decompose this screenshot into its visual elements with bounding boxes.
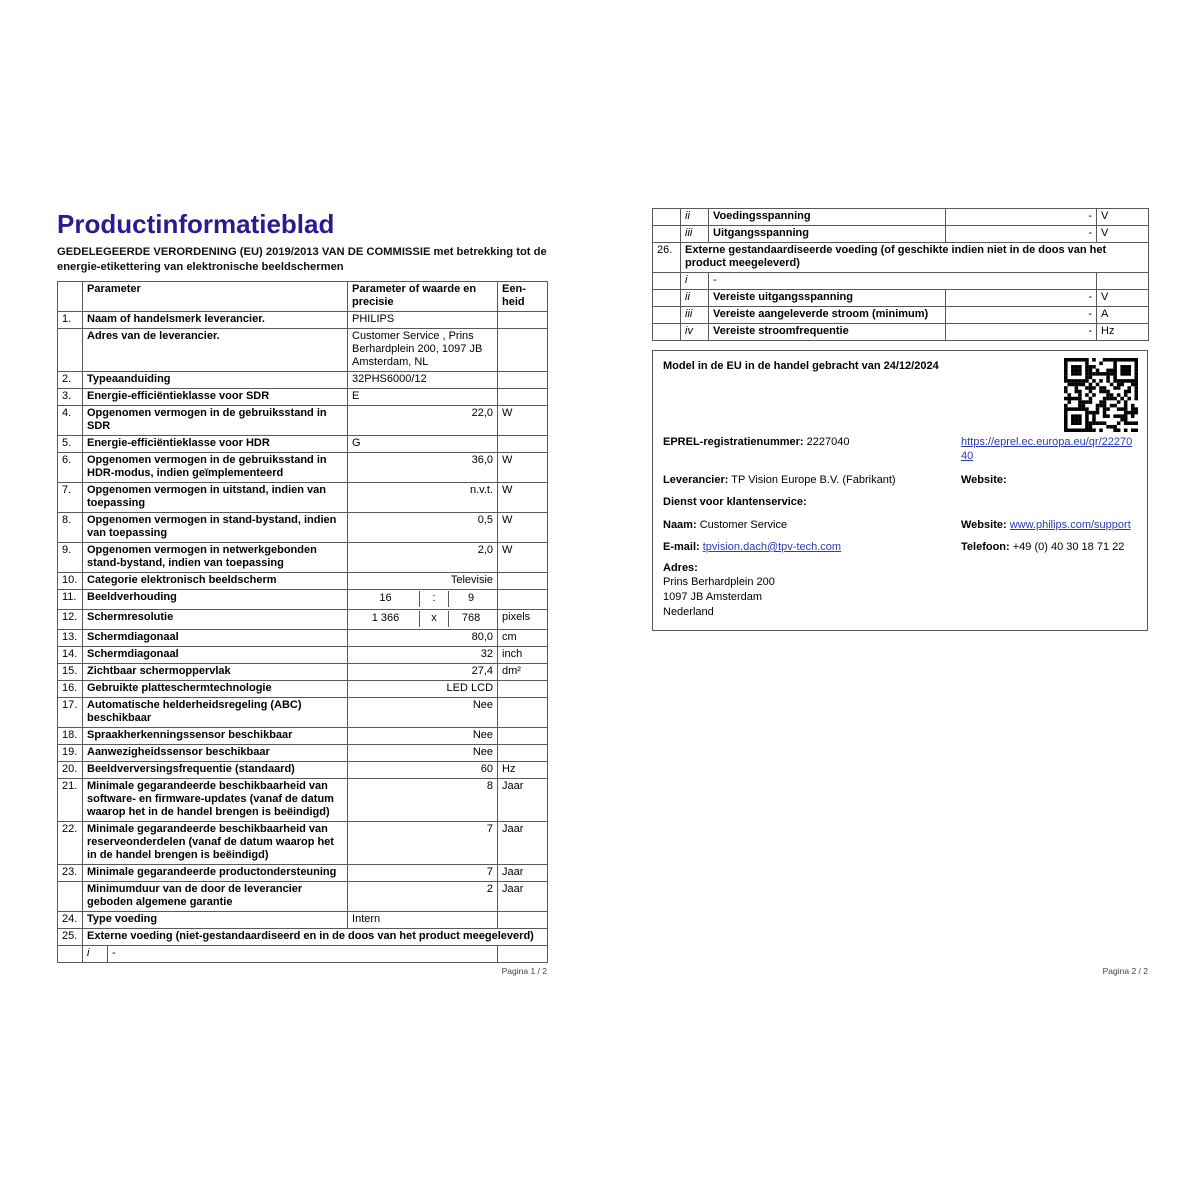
row-number: 21.: [58, 779, 83, 822]
row-number: 20.: [58, 762, 83, 779]
address-line: Nederland: [663, 606, 714, 618]
row-label: Voedingsspanning: [709, 209, 946, 226]
row-value: n.v.t.: [348, 483, 498, 513]
table-row: [58, 664, 548, 681]
page-number-label: Pagina 1 / 2: [501, 966, 547, 976]
table-row: [653, 273, 1149, 290]
row-value: -: [946, 209, 1097, 226]
row-number: 8.: [58, 513, 83, 543]
page-number-label: Pagina 2 / 2: [1102, 966, 1148, 976]
table-row: [58, 698, 548, 728]
row-number: 11.: [58, 590, 83, 610]
row-number: 1.: [58, 312, 83, 329]
row-unit: inch: [498, 647, 548, 664]
row-number: 9.: [58, 543, 83, 573]
table-row: [58, 406, 548, 436]
row-label: Categorie elektronisch beeldscherm: [83, 573, 348, 590]
row-value: 60: [348, 762, 498, 779]
row-number: 19.: [58, 745, 83, 762]
row-value: Intern: [348, 912, 498, 929]
row-unit: [498, 698, 548, 728]
table-row: [653, 209, 1149, 226]
customer-service-heading: Dienst voor klantenservice:: [663, 496, 807, 508]
row-unit: [498, 329, 548, 372]
row-number: 18.: [58, 728, 83, 745]
row-label: Externe gestandaardiseerde voeding (of geschikte indien niet in de doos van het product meegeleverd): [681, 243, 1149, 273]
row-label: Minimale gegarandeerde beschikbaarheid van reserveonderdelen (vanaf de datum waarop het in de handel brengen is beëindigd): [83, 822, 348, 865]
row-value: Televisie: [348, 573, 498, 590]
table-row: [58, 573, 548, 590]
row-label: Vereiste stroomfrequentie: [709, 324, 946, 341]
row-label: Automatische helderheidsregeling (ABC) beschikbaar: [83, 698, 348, 728]
row-unit: V: [1097, 290, 1149, 307]
row-value: -: [946, 290, 1097, 307]
table-row: [58, 543, 548, 573]
row-value: 36,0: [348, 453, 498, 483]
table-row: [58, 946, 548, 963]
row-label: Opgenomen vermogen in netwerkgebonden stand-bystand, indien van toepassing: [83, 543, 348, 573]
row-label: Opgenomen vermogen in de gebruiksstand in HDR-modus, indien geïmplementeerd: [83, 453, 348, 483]
table-row: [58, 590, 548, 610]
row-label: Zichtbaar schermoppervlak: [83, 664, 348, 681]
row-number: 22.: [58, 822, 83, 865]
qr-code: [1064, 358, 1138, 432]
table-row: [653, 226, 1149, 243]
row-value: -: [946, 226, 1097, 243]
row-number: 25.: [58, 929, 83, 946]
row-label: Schermresolutie: [83, 610, 348, 630]
table-row: [58, 681, 548, 698]
table-row: [58, 912, 548, 929]
row-label: Naam of handelsmerk leverancier.: [83, 312, 348, 329]
row-number: 14.: [58, 647, 83, 664]
phone-label: Telefoon:: [961, 541, 1010, 553]
row-label: Minimumduur van de door de leverancier geboden algemene garantie: [83, 882, 348, 912]
row-unit: dm²: [498, 664, 548, 681]
row-value: Nee: [348, 745, 498, 762]
row-number: [653, 324, 681, 341]
phone-number: +49 (0) 40 30 18 71 22: [1012, 541, 1125, 553]
row-unit: [498, 946, 548, 963]
row-label: Minimale gegarandeerde beschikbaarheid van software- en firmware-updates (vanaf de datum waarop het in de handel brengen is beëindigd): [83, 779, 348, 822]
row-value-part: 9: [467, 592, 475, 604]
row-unit: [498, 312, 548, 329]
row-label: Adres van de leverancier.: [83, 329, 348, 372]
row-unit: W: [498, 513, 548, 543]
row-unit: cm: [498, 630, 548, 647]
row-unit: [498, 728, 548, 745]
eprel-number: 2227040: [806, 436, 850, 448]
row-roman-index: iii: [681, 307, 709, 324]
row-roman-index: ii: [681, 209, 709, 226]
row-label: Energie-efficiëntieklasse voor HDR: [83, 436, 348, 453]
row-roman-index: i: [83, 946, 108, 963]
table-row: [58, 745, 548, 762]
row-unit: [498, 573, 548, 590]
email-label: E-mail:: [663, 541, 700, 553]
row-label: Type voeding: [83, 912, 348, 929]
row-value: E: [348, 389, 498, 406]
row-unit: Jaar: [498, 779, 548, 822]
row-unit: Jaar: [498, 865, 548, 882]
row-label: Vereiste aangeleverde stroom (minimum): [709, 307, 946, 324]
table-row: [58, 329, 548, 372]
eprel-link[interactable]: https://eprel.ec.europa.eu/qr/2227040: [961, 436, 1133, 462]
row-label: Beeldverversingsfrequentie (standaard): [83, 762, 348, 779]
row-value-part: 1 366: [352, 611, 420, 627]
row-label: Externe voeding (niet-gestandaardiseerd en in de doos van het product meegeleverd): [83, 929, 548, 946]
row-value: LED LCD: [348, 681, 498, 698]
row-number: [653, 209, 681, 226]
row-unit: A: [1097, 307, 1149, 324]
row-label: Spraakherkenningssensor beschikbaar: [83, 728, 348, 745]
row-unit: [498, 372, 548, 389]
row-number: 4.: [58, 406, 83, 436]
table-row: [58, 483, 548, 513]
table-row: [58, 647, 548, 664]
row-unit: pixels: [498, 610, 548, 630]
regulation-subtitle: GEDELEGEERDE VERORDENING (EU) 2019/2013 VAN DE COMMISSIE met betrekking tot de energie-etikettering van elektronische beeldschermen: [57, 246, 547, 273]
row-value: G: [348, 436, 498, 453]
model-market-date: Model in de EU in de handel gebracht van 24/12/2024: [663, 360, 939, 372]
table-row: [58, 728, 548, 745]
row-label: Opgenomen vermogen in de gebruiksstand in SDR: [83, 406, 348, 436]
service-name-row: [663, 518, 1137, 532]
row-label: Uitgangsspanning: [709, 226, 946, 243]
header-num: [58, 282, 83, 312]
website-label-2: Website:: [961, 519, 1007, 531]
eprel-row: [663, 435, 1137, 463]
table-row: [653, 307, 1149, 324]
table-row: [58, 882, 548, 912]
row-unit: Jaar: [498, 882, 548, 912]
row-label: Energie-efficiëntieklasse voor SDR: [83, 389, 348, 406]
row-label: Vereiste uitgangsspanning: [709, 290, 946, 307]
row-value: Nee: [348, 698, 498, 728]
row-unit: Jaar: [498, 822, 548, 865]
row-value-part: :: [420, 591, 449, 607]
table-row: [58, 436, 548, 453]
row-number: 12.: [58, 610, 83, 630]
row-value: -: [946, 324, 1097, 341]
table-row: [58, 389, 548, 406]
row-unit: [498, 590, 548, 610]
row-label: Opgenomen vermogen in uitstand, indien van toepassing: [83, 483, 348, 513]
row-value: 80,0: [348, 630, 498, 647]
supplier-label: Leverancier:: [663, 474, 729, 486]
row-number: 7.: [58, 483, 83, 513]
name-label: Naam:: [663, 519, 697, 531]
row-number: 10.: [58, 573, 83, 590]
row-label: Opgenomen vermogen in stand-bystand, indien van toepassing: [83, 513, 348, 543]
row-value: 32: [348, 647, 498, 664]
row-value: 27,4: [348, 664, 498, 681]
row-roman-index: iii: [681, 226, 709, 243]
row-unit: [498, 436, 548, 453]
row-label: Aanwezigheidssensor beschikbaar: [83, 745, 348, 762]
row-number: 5.: [58, 436, 83, 453]
row-label: Beeldverhouding: [83, 590, 348, 610]
address-label: Adres:: [663, 562, 698, 574]
table-row: [58, 610, 548, 630]
row-number: [653, 307, 681, 324]
row-number: [653, 226, 681, 243]
table-row: [653, 243, 1149, 273]
row-number: 26.: [653, 243, 681, 273]
row-unit: W: [498, 483, 548, 513]
table-row: [58, 929, 548, 946]
table-row: [58, 312, 548, 329]
email-row: [663, 540, 1137, 554]
row-unit: Hz: [498, 762, 548, 779]
table-row: [58, 779, 548, 822]
row-value: [348, 590, 498, 610]
row-number: [58, 882, 83, 912]
email-link[interactable]: tpvision.dach@tpv-tech.com: [702, 541, 842, 553]
website-link[interactable]: www.philips.com/support: [1009, 519, 1131, 531]
header-value: Parameter of waarde en precisie: [348, 282, 498, 312]
row-number: 6.: [58, 453, 83, 483]
row-value: 7: [348, 865, 498, 882]
row-unit: Hz: [1097, 324, 1149, 341]
row-number: 17.: [58, 698, 83, 728]
header-parameter: Parameter: [83, 282, 348, 312]
row-unit: W: [498, 406, 548, 436]
row-number: [58, 329, 83, 372]
row-number: 23.: [58, 865, 83, 882]
row-label: Minimale gegarandeerde productondersteuning: [83, 865, 348, 882]
row-label: Schermdiagonaal: [83, 630, 348, 647]
row-value-part: 768: [461, 612, 481, 624]
row-value: 2: [348, 882, 498, 912]
website-label: Website:: [961, 474, 1007, 486]
row-value: 22,0: [348, 406, 498, 436]
row-value: Nee: [348, 728, 498, 745]
row-value: 2,0: [348, 543, 498, 573]
address-line: Prins Berhardplein 200: [663, 576, 775, 588]
page-title: Productinformatieblad: [57, 209, 335, 239]
row-value: -: [108, 946, 498, 963]
row-unit: [1097, 273, 1149, 290]
row-unit: [498, 912, 548, 929]
row-number: 3.: [58, 389, 83, 406]
header-unit: Een-heid: [498, 282, 548, 312]
row-roman-index: iv: [681, 324, 709, 341]
table-row: [58, 762, 548, 779]
row-number: [58, 946, 83, 963]
row-value-part: x: [420, 611, 449, 627]
row-number: 24.: [58, 912, 83, 929]
table-row: [653, 290, 1149, 307]
row-unit: W: [498, 453, 548, 483]
table-row: [653, 324, 1149, 341]
table-row: [58, 513, 548, 543]
fiche-page-2: [652, 208, 1148, 976]
row-label: Typeaanduiding: [83, 372, 348, 389]
row-value: 7: [348, 822, 498, 865]
row-number: 2.: [58, 372, 83, 389]
row-unit: W: [498, 543, 548, 573]
row-value: 0,5: [348, 513, 498, 543]
table-row: [58, 630, 548, 647]
row-value: Customer Service , Prins Berhardplein 200, 1097 JB Amsterdam, NL: [348, 329, 498, 372]
table-header-row: [58, 282, 548, 312]
eprel-label: EPREL-registratienummer:: [663, 436, 804, 448]
fiche-page-1: [57, 210, 547, 976]
row-value: -: [946, 307, 1097, 324]
row-value: 8: [348, 779, 498, 822]
row-number: 13.: [58, 630, 83, 647]
row-unit: [498, 389, 548, 406]
row-value: -: [709, 273, 1097, 290]
row-number: [653, 290, 681, 307]
row-number: 15.: [58, 664, 83, 681]
address-line: 1097 JB Amsterdam: [663, 591, 763, 603]
row-label: Schermdiagonaal: [83, 647, 348, 664]
supplier-row: [663, 473, 1137, 487]
table-row: [58, 822, 548, 865]
eprel-info-box: [652, 350, 1148, 631]
table-row: [58, 865, 548, 882]
row-unit: V: [1097, 226, 1149, 243]
row-value: [348, 610, 498, 630]
table-row: [58, 372, 548, 389]
row-value: 32PHS6000/12: [348, 372, 498, 389]
parameter-table-page1: [57, 281, 548, 963]
service-name: Customer Service: [699, 519, 788, 531]
row-number: 16.: [58, 681, 83, 698]
row-unit: [498, 745, 548, 762]
row-roman-index: ii: [681, 290, 709, 307]
parameter-table-page2: [652, 208, 1149, 341]
table-row: [58, 453, 548, 483]
row-value-part: 16: [352, 591, 420, 607]
row-unit: V: [1097, 209, 1149, 226]
row-value: PHILIPS: [348, 312, 498, 329]
row-number: [653, 273, 681, 290]
supplier-name: TP Vision Europe B.V. (Fabrikant): [731, 474, 896, 486]
row-label: Gebruikte platteschermtechnologie: [83, 681, 348, 698]
row-roman-index: i: [681, 273, 709, 290]
row-unit: [498, 681, 548, 698]
